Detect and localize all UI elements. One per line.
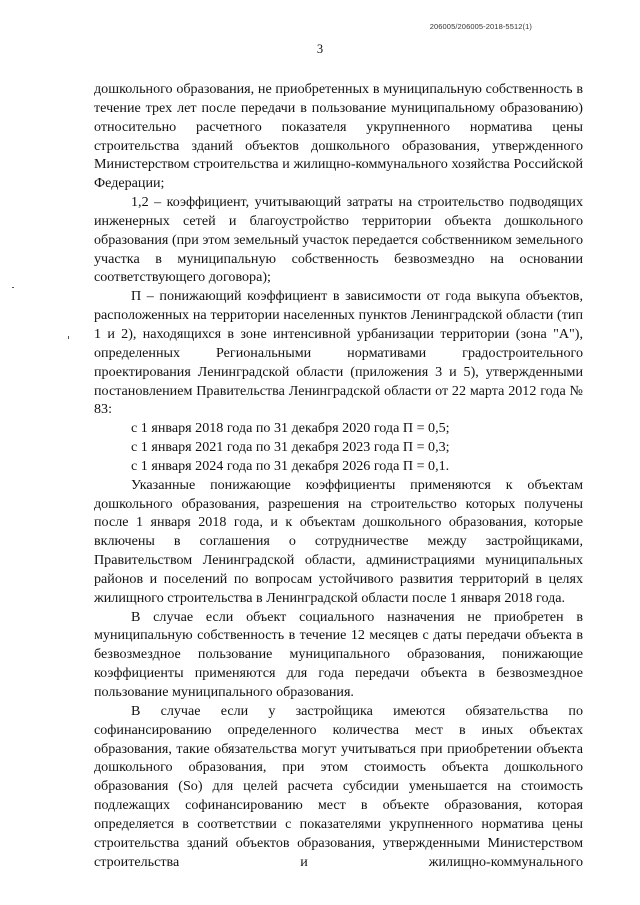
- scan-speck: [68, 336, 69, 339]
- page-number: 3: [316, 42, 324, 56]
- paragraph-co-financing: В случае если у застройщика имеются обязательства по софинансированию определенного количества мест в иных объектах образования, такие обязательства могут учитываться при приобретении объекта дошкольного образования, при этом стоимость объекта дошкольного образования (Sо) для целей расчета субсидии уменьшается на стоимость подлежащих софинансированию мест в объекте образования, которая определяется в соответствии с показателями укрупненного норматива цены строительства зданий объектов образования, утвержденными Министерством строительства и жилищно-коммунального: [94, 702, 583, 870]
- paragraph-coefficient-p: П – понижающий коэффициент в зависимости от года выкупа объектов, расположенных на территории населенных пунктов Ленинградской области (тип 1 и 2), находящихся в зоне интенсивной урбанизации территории (зона "А"), определенных Региональными нормативами градостроительного проектирования Ленинградской области (приложения 3 и 5), утвержденными постановлением Правительства Ленинградской области от 22 марта 2012 года № 83:: [94, 288, 583, 418]
- paragraph-coefficient-1-2: 1,2 – коэффициент, учитывающий затраты на строительство подводящих инженерных сетей и благоустройство территории объекта дошкольного образования (при этом земельный участок передается собственником земельного участка в муниципальную собственность безвозмездно на основании соответствующего договора);: [94, 194, 583, 286]
- paragraph-coefficients-applied: Указанные понижающие коэффициенты применяются к объектам дошкольного образования, разрешения на строительство которых получены после 1 января 2018 года, и к объектам дошкольного образования, которые включены в соглашения о сотрудничестве между застройщиками, Правительством Ленинградской области, администрациями муниципальных районов и поселений по вопросам устойчивого развития территорий в целях жилищного строительства в Ленинградской области после 1 января 2018 года.: [94, 476, 583, 606]
- scan-speck: [12, 287, 14, 288]
- document-id: 206005/206005-2018-5512(1): [429, 22, 532, 31]
- paragraph-not-acquired: В случае если объект социального назначения не приобретен в муниципальную собственность в течение 12 месяцев с даты передачи объекта в безвозмездное пользование муниципального образования, понижающие коэффициенты применяются для года передачи объекта в безвозмездное пользование муниципального образования.: [94, 608, 583, 700]
- document-body: [94, 80, 583, 871]
- list-item-2024: с 1 января 2024 года по 31 декабря 2026 года П = 0,1.: [131, 457, 450, 474]
- paragraph-continuation: дошкольного образования, не приобретенных в муниципальную собственность в течение трех лет после передачи в пользование муниципальному образованию) относительно расчетного показателя укрупненного норматива цены строительства зданий объектов дошкольного образования, утвержденного Министерством строительства и жилищно-коммунального хозяйства Российской Федерации;: [94, 81, 583, 192]
- list-item-2018: с 1 января 2018 года по 31 декабря 2020 года П = 0,5;: [131, 420, 450, 437]
- list-item-2021: с 1 января 2021 года по 31 декабря 2023 года П = 0,3;: [131, 439, 450, 456]
